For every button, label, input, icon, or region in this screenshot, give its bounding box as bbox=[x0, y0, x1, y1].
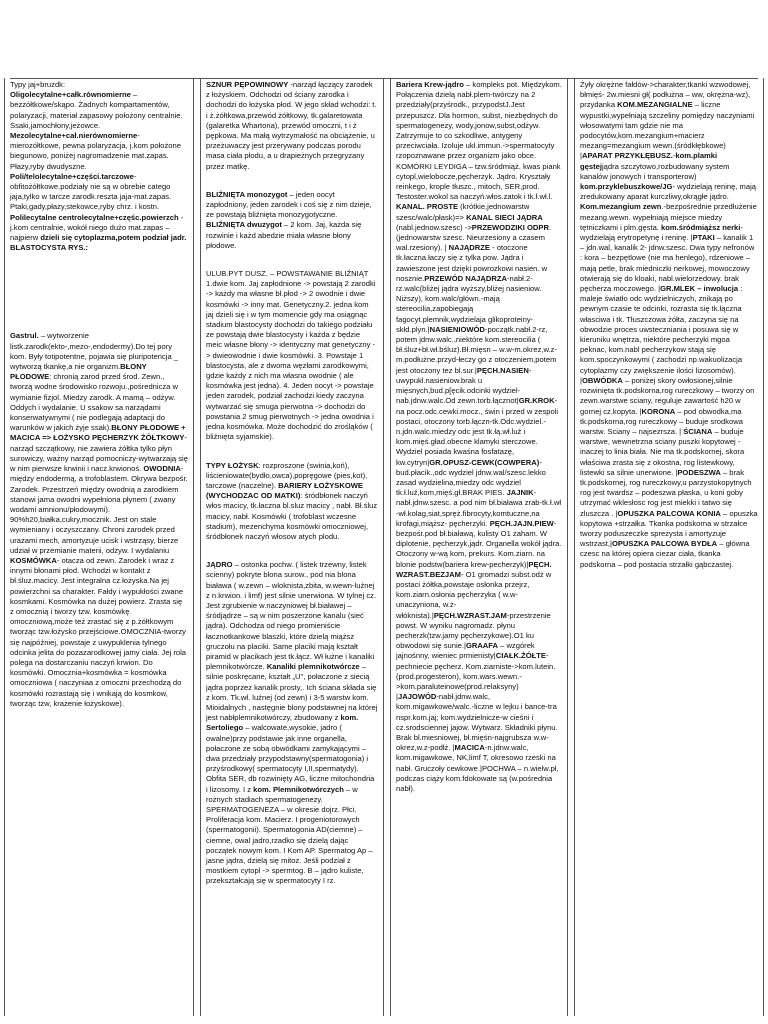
term: MACICA bbox=[454, 743, 485, 753]
term: PĘCH.JAJN.PIEW bbox=[489, 518, 554, 528]
text-run: -n.jdnw.walc, kom.migawkowe, NK,limf T, okresowo rzeski na nabł. Gruczoły cewkowe.|POCHWA – n.wielw.pł, podczas ciąży kom.fdokowate są (w.pośrednia nabł). bbox=[396, 743, 559, 794]
term: BARIERY ŁOŻYSKOWE (WYCHODZAC OD MATKI) bbox=[206, 480, 363, 501]
term: PĘCH.WZRAST.JAM bbox=[433, 610, 507, 620]
term: CIAŁK.ŻÓŁTE bbox=[495, 651, 546, 661]
column-1 bbox=[4, 78, 194, 1016]
term: GRAAFA bbox=[465, 641, 498, 651]
text-run: – wzgórek jajnośnny, wieniec prmienisty| bbox=[396, 641, 535, 661]
term: kom. Plemnikotwórczych bbox=[253, 784, 344, 794]
text-run: (krótkie,jednowarstw szesc/walc/płask)=> bbox=[396, 202, 530, 222]
text-run: -nabł.jdnw.walc, kom.migawkowe/walc.-liczne w lejku i bance-tra nspr.kom.jaj; kom.wydzielnicze-w cieśni i cz.srodsciennej jajow. Wytwarz. Składniki płynu. Brak bl.miesniowej, bł.mięśn-najgrubsza w.w-okrez,w.z-podłż. | bbox=[396, 692, 558, 753]
term: OPUSZKA PALCOWA BYDŁA bbox=[611, 539, 718, 549]
text-run: : chronią zarod przed środ. Zewn., tworzą wodne środowisko rozwoju.,pośrednicza w wymianie fizjol. Miedzy zarodk. A mamą – odżyw. Oddych i wydalanie. U ssakow sa narządami konserwatywnymi ( nie podlegają adaptacji do warunków w jakich żyje ssak). bbox=[10, 372, 178, 433]
term: BŁONY PŁODOWE bbox=[10, 362, 147, 382]
text-run: -bezpośr.pod bł.białawą, kulisty O1 zaham. W diplotenie, pęcherzyk,jądr. Organella wokół jądra. Otoczony w-wą kom, prekurs. Kom.ziarn. na blonie podstw(bariera krew-pecherzyk)| bbox=[396, 518, 562, 569]
term: JAJNIK bbox=[506, 488, 534, 498]
text-run: - otacza od zewn. Zarodek i wraz z innymi błonami płod. Wchodzi w kontakt z bł.śluz.macicy. Jest integralna cz.łożyska.Na jej powierzchni sa charakter. Fałdy i wypukłości zwane kosmkami. Kosmówka na dużej powierz. Zrasta się z omocznią i tworzy tzw. kosmówkę omoczniową,może też zrastać się z p.żółtkowym tworząc tzw.łożysko przejściowe.OMOCZNIA-tworzy się najpóźniej, powstaje z uwypuklenia tylnego odcinka jelita do pozazarodkowej jamy ciała. Jej rola polega na dostarczaniu naczyń krwion. Do kosmówki. Omocznia+kosmówka = kosmówka omoczniowa ( naczyniaa z omoczni przechodzą do kosmówki rozrastają się i wnikają do kosmkow, tworząc tzw, krażenie łożyskowe). bbox=[10, 555, 187, 708]
text-run: – 2 kom. Jaj, każda się rozwinie i każd abedzie miała własne błony płodowe. bbox=[206, 220, 362, 250]
term: GR.OPUSZ-CEWK(COWPERA) bbox=[429, 457, 540, 467]
term: OWODNIA bbox=[143, 464, 181, 474]
term: KANAL SIECI JĄDRA bbox=[466, 212, 543, 222]
paragraph-placenta-types bbox=[206, 461, 378, 543]
paragraph-twins bbox=[206, 190, 378, 251]
term: APARAT PRZYKŁĘBUSZ. bbox=[581, 151, 673, 161]
term: JĄDRO bbox=[206, 560, 233, 570]
text-run: – walcowate,wysokie, jadro ( owalne)przy podstawie jak inne organella, połaczone ze sobą obwódkami zamykającymi – dwa przedziały przypodstawny(spermatogonia) i przyśrodkowy( spermatocyty I,II,spermatydy). Obfita SER, db rozwinięty AG, liczne mitochondria i lizosomy. I z bbox=[206, 723, 375, 794]
term: Poli/telolecytalne+części.tarczowe bbox=[10, 171, 134, 181]
term: kom.przyklebuszkowe/JG bbox=[580, 182, 673, 192]
paragraph-twin-formation: ULUB.PYT DUSZ. – POWSTAWANIE BLIŹNIĄT 1.dwie kom. Jaj zapłodnione -> powstają 2 zarodki -> każdy ma własne bł.płod -> 2 owodnie i dwie kosmówki -> inny mat. Genetyczny.2. jedna kom jaj dzieli się i w tym momencie gdy ma osiągnąc stadium blastocysty dochodzi do takiego podziału ze powstają dwie blastocysty i każda z będzie meic własne błony -> identyczny mat genetyczny -> dwieowodnie i dwie kosmówki. 3. Powstaje 1 blastocysta, ale z dwoma węzłami zarodkowymi, gdzie każdy z nich ma własna owodnie ( ale kosmówka jest jedna). 4. Jeden oocyt -> powstaje jeden zarodek, podział zachodzi kiedy zaczyna wytwarzać się smuga pierwotna -> dochodzi do powstania 2 smug pierwotnych -> jedna owodnia i jedna kosmówka. Może dochodzić do zrośląków ( bliźnięta syjamskie). bbox=[206, 269, 376, 442]
term: KOM.MEZANGIALNE bbox=[617, 100, 693, 110]
text-run: – bezżółtkowe/skąpo. Żadnych kompartamentów, polaryzacji, materiał zapasowy położony centralnie. Ssaki,jamochłony,jeżowce. bbox=[10, 90, 183, 130]
term: ŚCIANA bbox=[683, 426, 713, 436]
text-run: (nabl.jednow.szesc) -> bbox=[396, 222, 472, 232]
text-run: - mierozółtkowe, pewna polaryzacja, j.kom położone biegunowo, poniżej nagromadzenie mat.zapas. Płazy,ryby dwudyszne. bbox=[10, 131, 181, 171]
term: dzieli się cytoplazma,potem podział jadr. BLASTOCYSTA RYS.: bbox=[10, 233, 187, 253]
term: Kom.mezangium zewn bbox=[580, 202, 662, 212]
text-run: -początk.nabł.2-rz, potem jdnw.walc.,niektóre kom.stereocilia ( bł.śluz+bł.wł.bśluz).Bł.mięsn – w.w-m.okrez,w.z-m.podłużne.przyd-łeczy go z otoczeniem,potem jest otoczony tez bl.sur.| bbox=[396, 324, 557, 375]
term: PRZEWODZIKI ODPR bbox=[471, 222, 549, 232]
text-run: -na pocz.odc.cewki.mocz., świn i przed w zespoli postaci, otoczony torb.łączn-tk.Odc.wydziel.-n.jdn.walc.miedzy odc jest tk.łą.wł.luź i kom.mięś.gład.obecne klamyki sterczowe. Wydziel posiada kwaśna fosfatazę, kw.cytryn| bbox=[396, 396, 559, 467]
text-run: -pechniecie pęcherz. Kom.ziarniste->kom.lutein.(prod.progesteron), kom.wars.wewn.->kom.paraluteinowe(prod.relaksyny) | bbox=[396, 651, 556, 702]
paragraph-egg-types bbox=[10, 80, 188, 253]
term: BLIŹNIĘTA dwuzygot bbox=[206, 220, 282, 230]
term: KANAL. PROSTE bbox=[396, 202, 459, 212]
text-run: - narząd szczątkowy, nie zawiera żółtka tylko płyn surowiczy, ważny narząd pomocniczy-wytwarzają się w nim pierwsze krwinii i nacz.krwionoś. bbox=[10, 433, 188, 474]
term: PĘCH.NASIEN bbox=[476, 365, 529, 375]
term: PRZEWÓD NAJĄDRZA bbox=[424, 273, 507, 283]
paragraph-reproductive-organs bbox=[396, 80, 562, 794]
paragraph-testis bbox=[206, 560, 378, 887]
term: PĘCH. WZRAST.BEZJAM bbox=[396, 559, 552, 579]
text-run: – poniżej skory owłosionej,silnie rozwinięta tk.podskorna,rog rureczkowy – tworzy on zewn.warstwe sciany, reguluje zawartość h20 w gornej cz.kopyta. | bbox=[580, 375, 755, 416]
text-run: jądra szczytowo,rozbudowany system kanalów jonowych i transporterow) bbox=[580, 161, 730, 181]
term: GR.KROK bbox=[518, 396, 555, 406]
text-run: – w rożnych stadiach spermatogenezy. SPERMATOGENEZA – w okresie dojrz. Płci. Proliferacja kom. Macierz. I progeniotorowych (spermatogonii). Spermatogonia AD(ciemne) – ciemne, owal jadro,rzadko się dzielą dając początek nowym kom. I Kom AP. Spermatog Ap – jasne jądra, dzielą się mitoz. Jeśli podział z mostkiem cytopl -> spermtog. B – jądro kuliste, przekształcają się w spermatocyty I rz. bbox=[206, 784, 373, 886]
term: SZNUR PĘPOWINOWY bbox=[206, 80, 289, 89]
text-run: - otoczone tk.łaczna.łaczy się z tylka pow. Jądra i zawieszone jest dzięki powrozkowi nasien. w nosznie. bbox=[396, 243, 548, 283]
column-4 bbox=[574, 78, 764, 1016]
term: NAJĄDRZE bbox=[448, 243, 490, 253]
paragraph-gastrulation bbox=[10, 331, 188, 709]
text-run: -bud.płacik.,odc wydziel jdnw.wal/szesc.lekko zasad wydzielina,miedzy odc wydziel tk.ł.luź,kom,mięś.gł.BRAK PIES. bbox=[396, 457, 546, 498]
text-run: .-bezpośrednie przedłużenie mezang.wewn. wypełniają miejsce miedzy tętniczkami i plm.gęsta. bbox=[580, 202, 757, 232]
term: PTAKI bbox=[692, 233, 715, 243]
text-run: -uwypukl.nasieniow.brak u mięsnych,bud.p[ęcik.odcinki wydziel-nab.jdnw.walc.Od zewn.torb.łącznot| bbox=[396, 365, 532, 406]
term: kom.śródmiąższ nerki bbox=[661, 222, 741, 232]
term: PODESZWA bbox=[677, 467, 721, 477]
term: Kanaliki plemnikotwórcze bbox=[266, 662, 360, 672]
text-run: -narząd łączący zarodek z łożyskiem. Odchodzi od ściany zarodka i dochodzi do łożyska płod. W jego skład wchodzi: t. i ż.żółtkowa,przewód żółtkowy, tk.galaretowata (galaretka Whartona), przewód omoczni, t i ż pępkowa. Ma małą wytrzymałość na obciążenie, u przeżuwaczy jest przerywany podczas porodu masa ciała płodu, a u drapieżnych przegryzany przez matkę. bbox=[206, 80, 377, 171]
text-run: – ostonka pochw. ( listek trzewny, listek scienny) pokryte blona surow., pod nia blona biaława ( w.zewn – wloknista,zbita, w.wewn-luźnej z n.krwion. i limf) jest silnie unerwiona. W tylnej cz. Jest zgrubienie w.naczyniowej bł.białawej – śródjądrze – są w nim poszerzone kanalu (sieć jądra). Odchodza od niego promieniście łacznotkankowe blaszki, które dzielą miąższ gruczołu na placiki. Same placiki mają kształt piramid w placikach jest tk.łącz. Wł łużne i kanaliki plemnikotwórcze. bbox=[206, 560, 377, 672]
text-run: – wytworzenie listk.zarodk(ekto-,mezo-,endodermy).Do tej pory kom. Były totipotentne, pojawia się pluripotencja _ wytworzą tkankę,a nie organizm. bbox=[10, 331, 179, 372]
term: GR.MLEK – inwolucja bbox=[660, 284, 739, 294]
term: Mezolecytalne+cał.nierównomierne bbox=[10, 131, 138, 141]
text-run: : śródbłonek naczyń włos macicy, tk.łaczna bl.sluz macicy , nabł. Bł.śluz macicy, nabł. Kosmówki ( trofoblast wczesne stadium), mezenchyma kosmówki omoczniowej, śródbłonek naczyń włosow atych plodu. bbox=[206, 491, 378, 541]
text-run: : maleje światło odc wydzielniczych, znikają po pewnym czasie te odcinki, rozrasta się tk.łączna własciwa i tk. Tłuszczowa żółta, zaczyna się na obwodzie proces uwsteczniania i posuwa się w kieruniku wnętrza, niektóre pecherzyki mgoa peknac, kom.nabl pecherzykow stają się kom.spoczynkowymi ( zachodzi np.wakuolizacja cytoplazmy czy zwiększenie ilości lizosomów). | bbox=[580, 284, 743, 385]
text-run: Typy jaj+bruzdk: bbox=[10, 80, 66, 89]
text-run: – brak tk.podskornej, rog rureczkowy,u parzystokopytnych rog jest twardsz – podeszwa płaska, u koni goby utrzymać wklesłosc rog jest miekki i tatwo się zluszcza . | bbox=[580, 467, 752, 518]
term: Polilecytalne centrolecytalne+częśc.powierzch bbox=[10, 212, 179, 222]
text-run: - wydzielają reninę, mają zredukowany aparat kurczliwy,okrągłe jądro. bbox=[580, 182, 757, 202]
text-run: -przestrzenie powst. W wyniku nagromadz. płynu pecherzk(tzw.jamy pęcherzykowe).O1 ku obwodowi się sunie.| bbox=[396, 610, 551, 651]
text-run: -nabł.jdnw.szesc. a pod nim bł.biaława zrab-tk.ł.wł -wł.kolag,siat,spręż.fibrocyty,komtuczne,na krofagi,miąższ- pęcherzyki. bbox=[396, 488, 562, 528]
term: KOSMÓWKA bbox=[10, 555, 57, 565]
term: Oligolecytalne+całk.równomierne bbox=[10, 90, 131, 100]
text-run: – główna czesc na której opiera ciezar ciała, tkanka podskorna – pod postacia strzałki gąbczastej. bbox=[580, 539, 750, 569]
text-run: – pod obwodka,ma tk.podskorna,rog rureczkowy – buduje srodkowa warstw. Sciany – najsezrsza. | bbox=[580, 406, 743, 436]
term: Gastrul. bbox=[10, 331, 39, 341]
term: JAJOWÓD bbox=[397, 692, 437, 702]
text-run: – buduje warstwe, wewnetrzna sciany puszki kopytowej - inaczej to linia biała. Nie ma tk.podskornej, skora właściwa zrasta się z okostna, rog listewkowy, listewki sa silnie unerwione. | bbox=[580, 426, 745, 477]
paragraph-kidney-hoof bbox=[580, 80, 758, 570]
term: BLIŹNIĘTA monozygot bbox=[206, 189, 288, 199]
term: kom. Sertoliego bbox=[206, 713, 359, 733]
term: kom.plamki gęstej bbox=[580, 151, 718, 171]
text-run: – opuszka kopytowa +strzałka. Tkanka podskorna w strzałce tworzy poduszeczke sprezysta i amortyzuje wstrzast,| bbox=[580, 508, 758, 549]
column-3 bbox=[390, 78, 568, 1016]
text-run: – liczne wypustki,wypełniają szczeliny pomiędzy naczyniami włosowatymi tam gdzie nie ma podocytów,kom.mezangium+macierz mezang=mezangium wewn.(śródkłębkowe) | bbox=[580, 100, 755, 161]
term: NASIENIOWÓD bbox=[429, 324, 485, 334]
term: Bariera Krew-jądro bbox=[396, 80, 464, 89]
text-run: – jeden oocyt zapłodniony, jeden zarodek i coś się z nim dzieje, ze powstają bliźnięta monozygotyczne. bbox=[206, 189, 372, 220]
text-run: -nabł.2-rz.walc(bliżej jądra wyższy,bliżej nasieniow. Niższy), kom.walc/główn.-mają stereocilia,zapobiegają fagocyt.plemnik,wydzielaja glikoproteiny-skłd.plyn.| bbox=[396, 273, 542, 334]
column-2 bbox=[200, 78, 384, 1016]
term: OPUSZKA PALCOWA KONIA bbox=[617, 508, 721, 518]
text-run: - bbox=[672, 151, 676, 161]
text-run: - między endodermą, a trofoblastem. Okrywa bezpośr. Zarodek. Przestrzeń między owodnią a zarodkiem stanowi jama owodni wypełniona płynem ( zwany wodami amnionu/płodowymi). 90%h20,białka,cukry,mocznik. Jest on stale wymieniany i oczyszczany. Chroni zarodek przed urazami mech, amortyzuje ucisk i wstrząsy, bierze udział w przemianie materii, odżyw. I wydalaniu bbox=[10, 464, 188, 555]
text-run: - O1 gromadzi subst.odż w postaci żółtka,powstaje osłonka przejrz, kom.ziarn.osłonia pęcherzyka ( w.w-unaczyniona, w.z-włóknista).| bbox=[396, 569, 552, 620]
paragraph-umbilical-cord bbox=[206, 80, 378, 172]
text-run: Żyły okrężne fałdów->charakter,tkanki wzwodowej, błmięś- 2w.miesni gł( podłużna – ww, okrężna-wz), przydanka bbox=[580, 80, 751, 110]
text-run: – silnie poskręcane, kształt „U", połaczone z siecią jądra poprzez kanalik prosty,. Ich ściana składa się z kom. Tk.wł. luźnej (od zewn) i 3-5 warstw kom. Mioidalnych , nastęgnie blony podstawnej na której jest nabłplemnikotwórczy, zbudowany z bbox=[206, 662, 378, 723]
text-run: - wydzielają erytropetynę i reninę. | bbox=[580, 222, 743, 243]
text-run: – kanalik 1 – jdn.wal, kanalik 2- jdnw.szesc. Dwa typy nefronów : kora – bezpętlowe (nie ma henlego), rdzeniowe – mają petle, brak miedniczki nerkowej, mowoczowy otwierają się do kloaki, nabl.wielorzedowy. brak pęcherza moczowego. | bbox=[580, 233, 755, 294]
text-run: .(jednowarstw szesc. Nieurzesiony a czasem wal.rzesiony). | bbox=[396, 222, 552, 253]
term: BŁONY PŁODOWE + MACICA => ŁOŻYSKO PĘCHERZYK ŻÓŁTKOWY bbox=[10, 423, 186, 443]
text-run: -j.kom centralnie, wokół niego dużo mat.zapas – najpierw bbox=[10, 212, 184, 243]
term: OBWÓDKA bbox=[581, 375, 623, 385]
text-run: – kompleks pot. Międzykom. Połączenia dzielą nabł.plem-twórczy na 2 przedziały(przyśrodk., przypodstJ.Jest przepuszcz. Dla hormon, subst, niezbędnych do spermatogenezy, wody,jonow,subst,odżyw. Zatrzymuje to co szkodliwe, antygeny przeciwciała. Izoluje ukł.immun.->spermatocyty rzopoznawane przez organizm jako obce. KOMÓRKI LEYDIGA – tzw.śródmiąż. kwas piank cytopl,wielobocze,pęcherzyk. Jądro. Kryształy reinkego, krople tłuszc., mitoch, SER,prod. Testoster.wokol sa naczyń.włos.zatok i tk.ł.wł.l. bbox=[396, 80, 562, 202]
text-run: - obfitożółtkowe.podziały nie są w obrebie catego jaja,tylko w tarcze zarodk.reszta jaja-mat.zapas. Ptaki,gady,płazy,stekowce,ryby chrz. i kostn. bbox=[10, 171, 172, 212]
term: TYPY ŁOŻYSK bbox=[206, 460, 259, 470]
text-run: : rozproszone (swinia,koń), liścieniowate(bydło,owca),popręgowe (pies,kot), tarczowe (naczelne). bbox=[206, 460, 368, 490]
term: KORONA bbox=[641, 406, 676, 416]
